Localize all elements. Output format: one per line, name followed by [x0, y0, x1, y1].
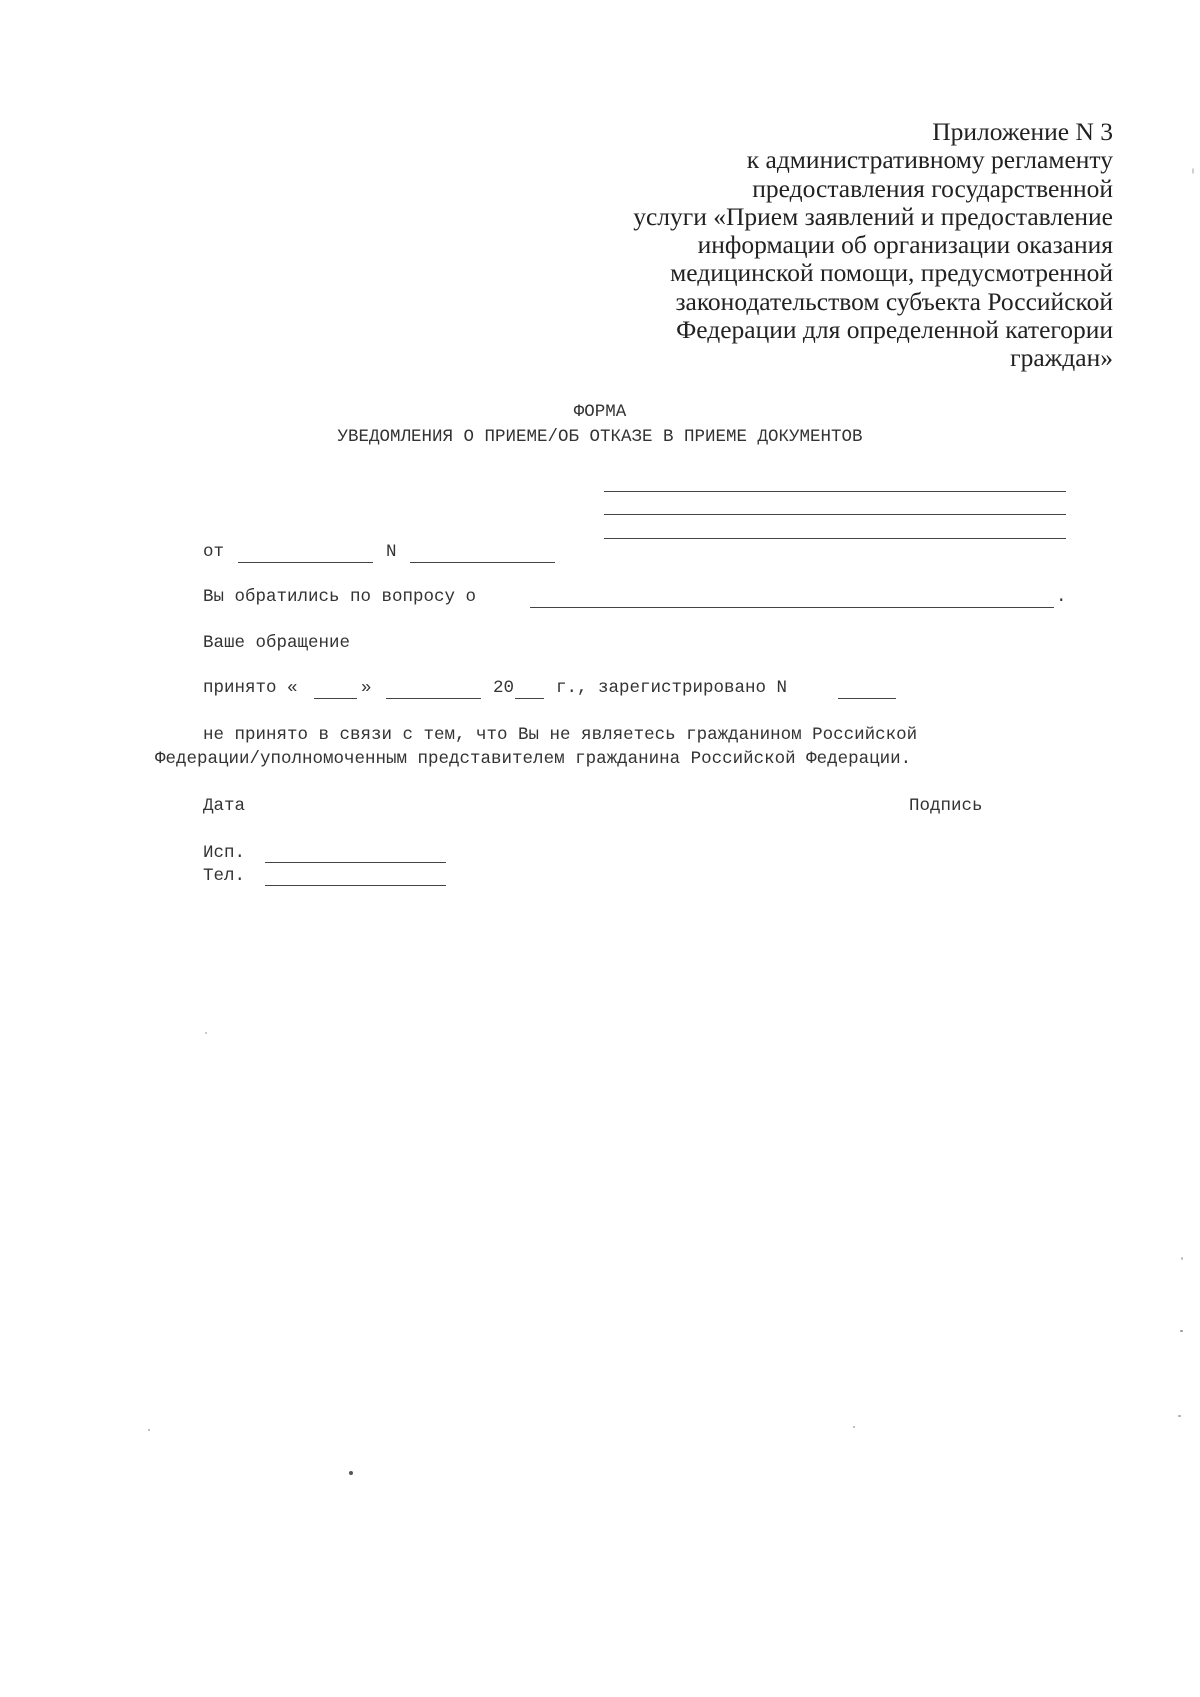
scan-speck [1178, 1415, 1181, 1417]
appendix-line: граждан» [1010, 343, 1113, 373]
accepted-label: принято « [203, 678, 298, 698]
form-subtitle: УВЕДОМЛЕНИЯ О ПРИЕМЕ/ОБ ОТКАЗЕ В ПРИЕМЕ ДОКУМЕНТОВ [337, 427, 863, 447]
appendix-line: информации об организации оказания [697, 230, 1113, 260]
accepted-quote-close: » [361, 678, 372, 698]
appendix-line: предоставления государственной [752, 173, 1113, 203]
from-date-field[interactable] [238, 562, 373, 563]
signature-label: Подпись [909, 796, 983, 816]
from-label: от [203, 542, 225, 562]
appendix-line: законодательством субъекта Российской [675, 286, 1113, 316]
accepted-month-field[interactable] [386, 698, 481, 699]
scan-speck [349, 1471, 353, 1475]
rejected-text-line-1: не принято в связи с тем, что Вы не являетесь гражданином Российской [203, 725, 918, 745]
question-label: Вы обратились по вопросу о [203, 587, 477, 607]
scan-speck [1181, 1257, 1183, 1260]
appeal-label: Ваше обращение [203, 633, 351, 653]
rejected-text-line-2: Федерации/уполномоченным представителем гражданина Российской Федерации. [155, 749, 912, 769]
addressee-line[interactable] [604, 491, 1066, 492]
date-label: Дата [203, 796, 246, 816]
scan-speck [148, 1429, 150, 1431]
addressee-line[interactable] [604, 538, 1066, 539]
form-title: ФОРМА [573, 402, 627, 422]
number-label: N [386, 542, 397, 562]
question-period: . [1056, 587, 1067, 607]
scan-speck [1180, 1330, 1183, 1332]
registration-number-field[interactable] [838, 698, 896, 699]
appendix-line: к административному регламенту [746, 145, 1113, 175]
scan-speck [205, 1032, 207, 1034]
appendix-line: услуги «Прием заявлений и предоставление [633, 201, 1113, 231]
executor-label: Исп. [203, 843, 246, 863]
scan-speck [1192, 168, 1194, 174]
registered-label: г., зарегистрировано N [556, 678, 788, 698]
appendix-line: Федерации для определенной категории [676, 315, 1113, 345]
accepted-day-field[interactable] [314, 698, 357, 699]
accepted-year-field[interactable] [515, 698, 544, 699]
scan-speck [853, 1426, 855, 1428]
question-field[interactable] [530, 607, 1054, 608]
appendix-header [513, 118, 1113, 373]
addressee-line[interactable] [604, 514, 1066, 515]
phone-label: Тел. [203, 866, 246, 886]
number-field[interactable] [410, 562, 555, 563]
year-prefix: 20 [493, 678, 515, 698]
phone-field[interactable] [265, 885, 446, 886]
appendix-line: Приложение N 3 [932, 117, 1113, 146]
executor-field[interactable] [265, 862, 446, 863]
appendix-line: медицинской помощи, предусмотренной [670, 258, 1113, 288]
